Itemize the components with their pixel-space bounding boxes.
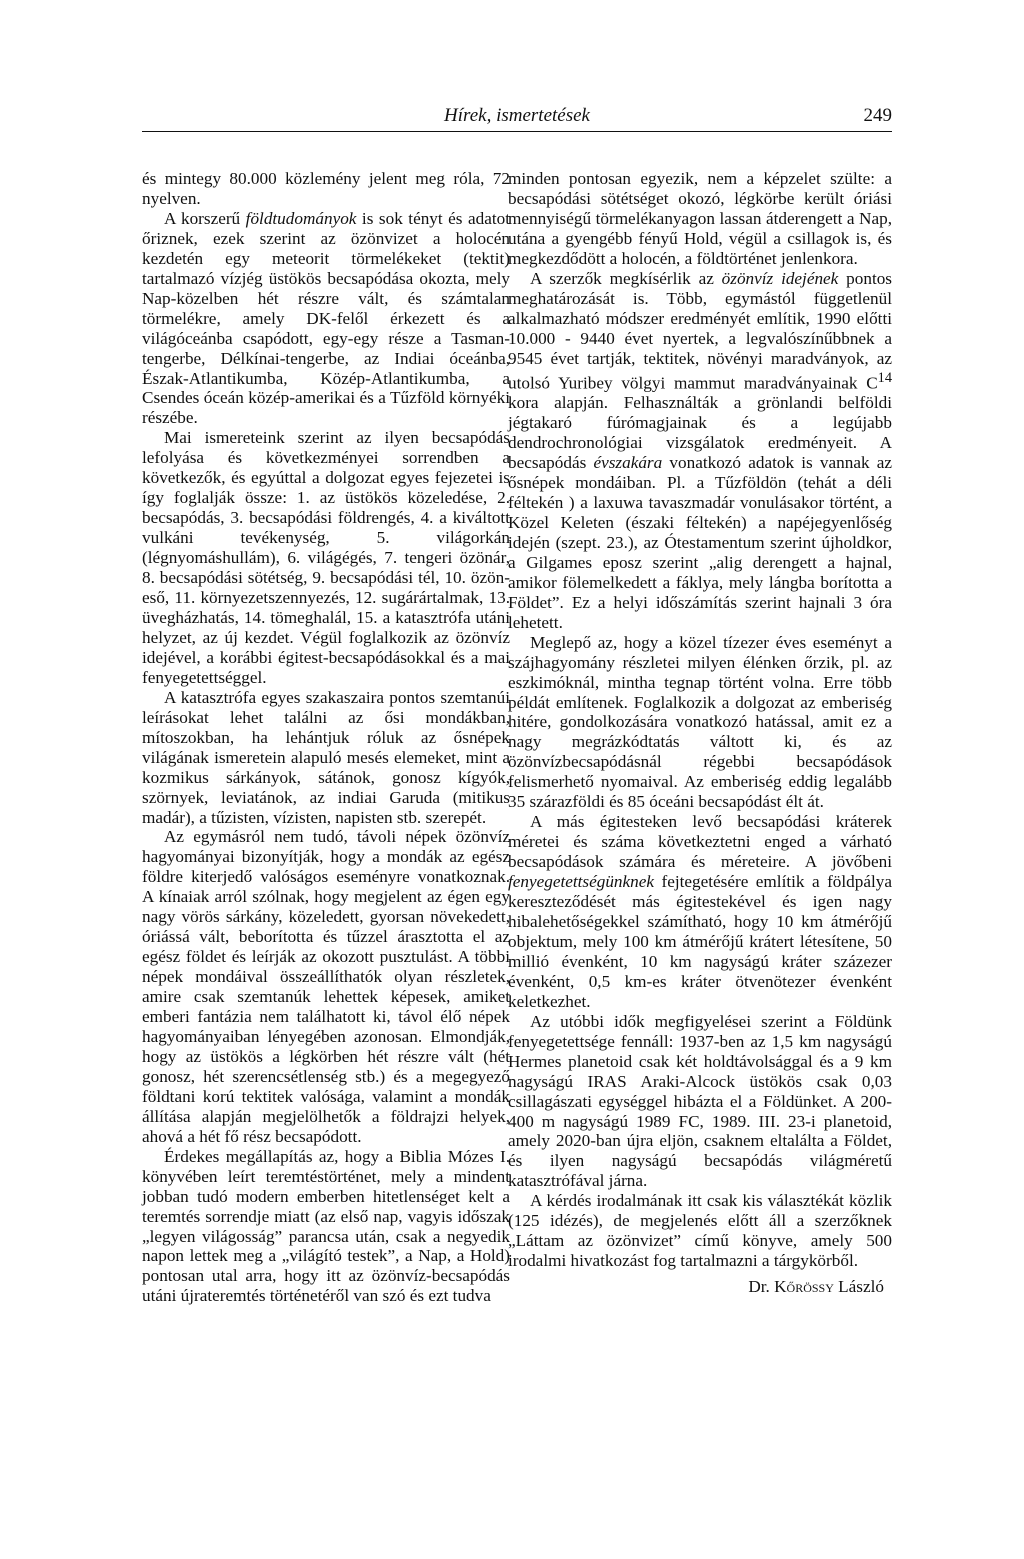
italic-term: özönvíz idejének xyxy=(721,268,839,288)
text-run: pontos meghatározását is. Több, egymástól függetlenül alkalmazható módszer eredményét említik, 1990 előtti 10.000 - 9440 évet nyertek, a legvalószínűbbnek a 9545 évet tartják, tektitek, növényi maradványok, az utolsó Yuribey völgyi mammut maradványainak C xyxy=(508,268,892,393)
paragraph: Érdekes megállapítás az, hogy a Biblia Mózes I. könyvében leírt teremtéstörténet, mely a mindent jobban tudó modern emberben hitetlenséget kelt a teremtés sorrendje miatt (az első nap, vagyis időszak „legyen világosság” parancsa után, csak a negyedik napon lettek meg a „világító testek”, a Nap, a Hold) pontosan utal arra, hogy itt az özönvíz-becsapódás utáni újrateremtés történetéről van szó és ezt tudva xyxy=(142,1146,510,1306)
left-column xyxy=(142,169,510,1306)
paragraph: Mai ismereteink szerint az ilyen becsapódás lefolyása és következményei sorrendben a következők, és egyúttal a dolgozat egyes fejezetei is így foglalják össze: 1. az üstökös közeledése, 2. becsapódás, 3. becsapódási földrengés, 4. a kiváltott vulkáni tevékenység, 5. világorkán (légnyomáshullám), 6. világégés, 7. tengeri özönár, 8. becsapódási sötétség, 9. becsapódási tél, 10. özön-eső, 11. környezetszennyezés, 12. sugárártalmak, 13. üvegházhatás, 14. tömeghalál, 15. a katasztrófa utáni helyzet, az új kezdet. Végül foglalkozik az özönvíz idejével, a korábbi égitest-becsapódásokkal és a mai fenyegetettséggel. xyxy=(142,428,510,687)
text-run: A korszerű xyxy=(164,208,246,228)
paragraph: A kérdés irodalmának itt csak kis választékát közlik (125 idézés), de megjelenés előtt áll a szerzőknek „Láttam az özönvizet” című könyve, amely 500 irodalmi hivatkozást fog tartalmazni a tárgykörből. xyxy=(508,1191,892,1271)
paragraph: és mintegy 80.000 közlemény jelent meg róla, 72 nyelven. xyxy=(142,169,510,208)
paragraph: Meglepő az, hogy a közel tízezer éves eseményt a szájhagyomány részletei milyen élénken őrzik, pl. az eszkimóknál, mintha tegnap történt volna. Erre több példát említenek. Foglalkozik a dolgozat az emberiség hitére, gondolkozására vonatkozó hatással, amit ez a nagy megrázkódtatás váltott ki, és az özönvízbecsapódásnál régebbi becsapódások felismerhető nyomaival. Az emberiség eddig legalább 35 szárazföldi és 85 óceáni becsapódást élt át. xyxy=(508,632,892,812)
text-run: A szerzők megkísérlik az xyxy=(530,268,722,288)
paragraph xyxy=(508,812,892,1012)
italic-term: évszakára xyxy=(593,453,663,473)
italic-term: fenyegetettségünknek xyxy=(508,872,655,892)
paragraph: minden pontosan egyezik, nem a képzelet szülte: a becsapódási sötétséget okozó, légkörbe került óriási mennyiségű törmelékanyagon lassan átderengett a Nap, utána a gyengébb fényű Hold, végül a csillagok is, és megkezdődött a holocén, a földtörténet jenlenkora. xyxy=(508,169,892,268)
paragraph xyxy=(508,269,892,633)
signature-prefix: Dr. xyxy=(748,1277,775,1297)
page-number: 249 xyxy=(863,105,892,126)
text-run: vonatkozó adatok is vannak az ősnépek mondáiban. Pl. a Tűzföldön (tehát a déli féltekén ) a laxuwa tavaszmadár vonulásakor történt, a Közel Keleten (északi féltekén) a napéjegyenlőség idején (szept. 23.), az Ótestamentum szerint újholdkor, a Gilgames eposz szerint „alig derengett a hajnal, amikor fölemelkedett a fáklya, mely lángba borította a Földet”. Ez a helyi időszámítás szerint hajnali 3 óra lehetett. xyxy=(508,453,892,632)
superscript: 14 xyxy=(877,369,892,386)
right-column xyxy=(508,169,892,1297)
text-run: kora alapján. Felhasználták a grönlandi belföldi jégtakaró fúrómagjainak és a legújabb dendrochronológiai vizsgálatok eredményeit. A becsapódás xyxy=(508,393,892,473)
text-run: is sok tényt és adatot őriznek, ezek szerint az özönvizet a holocén kezdetén egy meteorit törmelékeket (tektit) tartalmazó vízjég üstökös becsapódása okozta, mely Nap-közelben hét részre vált, és számtalan törmelékre, amely DK-felől érkezett és a világóceánba csapódott, egy-egy része a Tasman-tengerbe, Délkínai-tengerbe, az Indiai óceánba, Észak-Atlantikumba, Közép-Atlantikumba, a Csendes óceán közép-amerikai és a Tűzföld környéki részébe. xyxy=(142,208,510,428)
signature-surname: Kőrössy xyxy=(774,1277,834,1297)
paragraph: A katasztrófa egyes szakaszaira pontos szemtanúi leírásokat lehet találni az ősi mondákban, mítoszokban, ha lehántjuk róluk az ősnépek világának ismeretein alapuló mesés elemeket, mint a kozmikus sárkányok, sátánok, gonosz kígyók, szörnyek, leviatánok, az indiai Garuda (mitikus madár), a tűzisten, vízisten, napisten stb. szerepét. xyxy=(142,687,510,827)
running-header xyxy=(142,104,892,128)
italic-term: földtudományok xyxy=(245,208,357,228)
paragraph: Az utóbbi idők megfigyelései szerint a Földünk fenyegetettsége fennáll: 1937-ben az 1,5 km nagyságú Hermes planetoid csak két holdtávolsággal és a 9 km nagyságú IRAS Araki-Alcock üstökös csak 0,03 csillagászati egységgel hibázta el a Földünket. A 200-400 m nagyságú 1989 FC, 1989. III. 23-i planetoid, amely 2020-ban újra eljön, csaknem eltalálta a Földet, és ilyen nagyságú becsapódás világméretű katasztrófával járna. xyxy=(508,1011,892,1191)
paragraph: Az egymásról nem tudó, távoli népek özönvíz hagyományai bizonyítják, hogy a mondák az egész földre kiterjedő valóságos eseményre vonatkoznak. A kínaiak arról szólnak, hogy megjelent az égen egy nagy vörös sárkány, közeledett, gyorsan növekedett, óriássá vált, beborította és tűzzel árasztotta el az egész földet és leírják az okozott pusztulást. A többi népek mondáival összeállíthatók olyan részletek, amire csak szemtanúk lehettek képesek, amiket emberi fantázia nem találhatott ki, távol élő népek hagyományaiban lényegében azonosan. Elmondják, hogy az üstökös a légkörben hét részre vált (hét gonosz, hét szerencsétlenség stb.) és a megegyező földtani korú tektitek valósága, valamint a mondák állítása alapján megjelölhetők a földrajzi helyek, ahová a hét fő rész becsapódott. xyxy=(142,827,510,1146)
paragraph xyxy=(142,209,510,428)
text-run: A más égitesteken levő becsapódási kráterek méretei és száma következtetni enged a várható becsapódások számára és méreteire. A jövőbeni xyxy=(508,812,892,872)
signature-firstname: László xyxy=(833,1277,884,1297)
header-rule xyxy=(142,131,892,132)
text-run: fejtegetésére említik a földpálya kereszteződését más égitestekével és igen nagy hibalehetőségekkel számítható, hogy 10 km átmérőjű objektum, mely 100 km átmérőjű krátert létesítene, 50 millió évenként, 10 km nagyságú kráter százezer évenként, 0,5 km-es kráter ötvenötezer évenként keletkezhet. xyxy=(508,872,892,1011)
author-signature xyxy=(508,1277,892,1297)
running-header-title: Hírek, ismertetések xyxy=(444,105,590,126)
